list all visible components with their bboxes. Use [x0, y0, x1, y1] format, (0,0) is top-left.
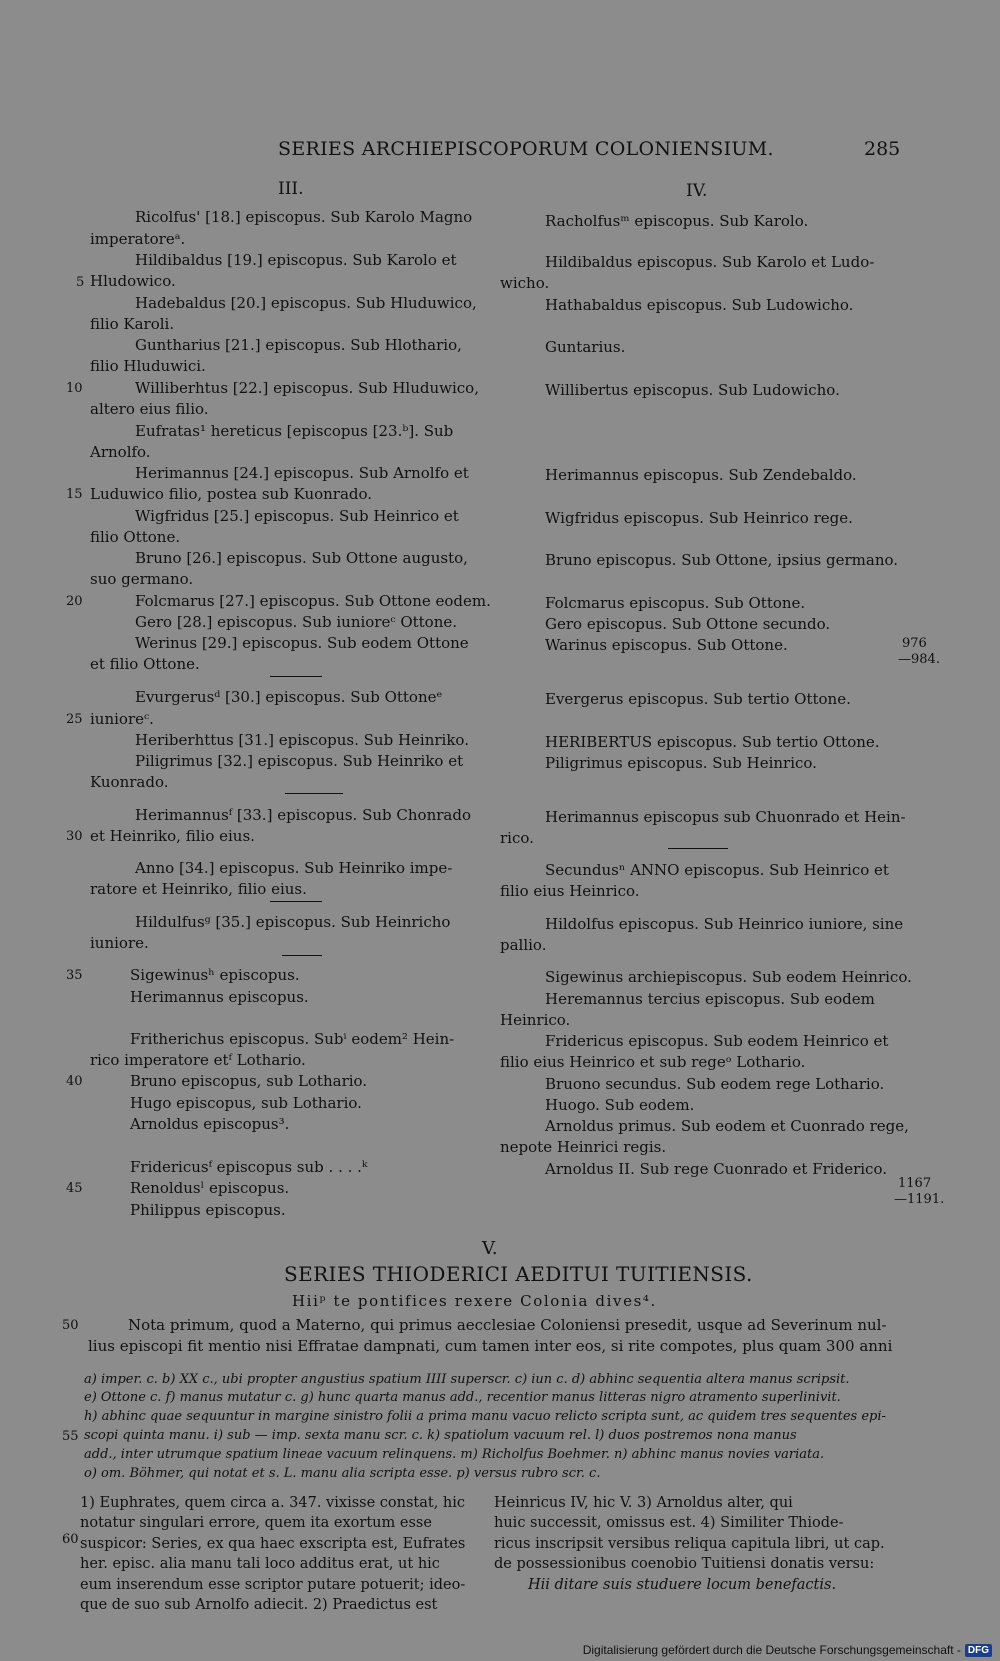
footnote-line: huic successit, omissus est. 4) Similiter Thiode- [494, 1515, 844, 1531]
dfg-logo: DFG [965, 1644, 992, 1657]
apparatus-line: o) om. Böhmer, qui notat et s. L. manu alia scripta esse. p) versus rubro scr. c. [84, 1466, 601, 1481]
separator-rule [285, 793, 343, 794]
footnote-line: de possessionibus coenobio Tuitiensi donatis versu: [494, 1556, 875, 1572]
left-line: imperatoreᵃ. [90, 230, 186, 248]
left-line: et Heinriko, filio eius. [90, 827, 255, 845]
right-line: rico. [500, 829, 534, 847]
line-number: 30 [66, 829, 83, 844]
left-line: Luduwico filio, postea sub Kuonrado. [90, 485, 373, 503]
right-line: Heremannus tercius episcopus. Sub eodem [545, 990, 875, 1008]
left-line: Williberhtus [22.] episcopus. Sub Hluduwico, [135, 379, 479, 397]
line-number: 45 [66, 1181, 83, 1196]
left-line: filio Hluduwici. [90, 357, 206, 375]
apparatus-line: a) imper. c. b) XX c., ubi propter angustius spatium IIII superscr. c) iun c. d) abhinc sequentia altera manus scripsit. [84, 1372, 850, 1387]
left-line: suo germano. [90, 570, 194, 588]
left-line: Wigfridus [25.] episcopus. Sub Heinrico et [135, 507, 459, 525]
right-line: Racholfusᵐ episcopus. Sub Karolo. [545, 212, 809, 230]
line-number: 5 [76, 275, 85, 290]
left-line: iuniore. [90, 934, 149, 952]
right-line: filio eius Heinrico et sub regeᵒ Lothario. [500, 1053, 806, 1071]
right-line: wicho. [500, 274, 550, 292]
left-line: Renoldusˡ episcopus. [130, 1179, 290, 1197]
left-line: Ricolfus' [18.] episcopus. Sub Karolo Magno [135, 208, 473, 226]
footer-credit [583, 1643, 992, 1657]
left-line: et filio Ottone. [90, 655, 200, 673]
left-line: Werinus [29.] episcopus. Sub eodem Ottone [135, 634, 469, 652]
left-line: rico imperatore etᶠ Lothario. [90, 1051, 306, 1069]
line-number: 60 [62, 1532, 79, 1547]
margin-date-end: —1191. [894, 1192, 945, 1207]
left-line: Bruno episcopus, sub Lothario. [130, 1072, 368, 1090]
left-line: Herimannusᶠ [33.] episcopus. Sub Chonrado [135, 806, 471, 824]
left-line: iunioreᶜ. [90, 710, 154, 728]
left-line: filio Ottone. [90, 528, 181, 546]
margin-date-end: —984. [898, 652, 940, 667]
right-line: Bruono secundus. Sub eodem rege Lothario. [545, 1075, 885, 1093]
footnote-line: eum inserendum esse scriptor putare potuerit; ideo- [80, 1577, 466, 1593]
left-line: Hadebaldus [20.] episcopus. Sub Hluduwico, [135, 294, 477, 312]
left-line: Folcmarus [27.] episcopus. Sub Ottone eodem. [135, 592, 491, 610]
left-line: Hugo episcopus, sub Lothario. [130, 1094, 362, 1112]
right-line: Heinrico. [500, 1011, 571, 1029]
right-line: Warinus episcopus. Sub Ottone. [545, 636, 788, 654]
footnote-line: 1) Euphrates, quem circa a. 347. vixisse constat, hic [80, 1495, 466, 1511]
apparatus-line: scopi quinta manu. i) sub — imp. sexta manu scr. c. k) spatiolum vacuum rel. l) duos postremos nona manus [84, 1428, 797, 1443]
right-line: Herimannus episcopus. Sub Zendebaldo. [545, 466, 857, 484]
right-line: Guntarius. [545, 338, 626, 356]
left-line: Arnolfo. [90, 443, 151, 461]
left-line: Evurgerusᵈ [30.] episcopus. Sub Ottoneᵉ [135, 688, 443, 706]
section-verse: Hiiᵖ te pontifices rexere Colonia dives⁴. [292, 1292, 657, 1310]
line-number: 35 [66, 968, 83, 983]
line-number: 50 [62, 1318, 79, 1333]
section-paragraph-line: Nota primum, quod a Materno, qui primus aecclesiae Coloniensi presedit, usque ad Severinum nul- [128, 1316, 887, 1334]
right-line: Gero episcopus. Sub Ottone secundo. [545, 615, 831, 633]
right-line: filio eius Heinrico. [500, 882, 640, 900]
apparatus-line: e) Ottone c. f) manus mutatur c. g) hunc quarta manus add., recentior manus litteras nigro atramento superlinivit. [84, 1390, 841, 1405]
right-line: Fridericus episcopus. Sub eodem Heinrico et [545, 1032, 889, 1050]
left-line: Heriberhttus [31.] episcopus. Sub Heinriko. [135, 731, 469, 749]
right-line: Evergerus episcopus. Sub tertio Ottone. [545, 690, 851, 708]
right-line: Huogo. Sub eodem. [545, 1096, 695, 1114]
left-line: Hildulfusᵍ [35.] episcopus. Sub Heinricho [135, 913, 451, 931]
line-number: 40 [66, 1074, 83, 1089]
right-line: nepote Heinrici regis. [500, 1138, 667, 1156]
section-paragraph-line: lius episcopi fit mentio nisi Effratae dampnati, cum tamen inter eos, si rite compotes, plus quam 300 anni [88, 1337, 893, 1355]
footnote-line: her. episc. alia manu tali loco additus erat, ut hic [80, 1556, 440, 1572]
left-line: Anno [34.] episcopus. Sub Heinriko impe- [135, 859, 453, 877]
separator-rule [270, 901, 322, 902]
left-line: Hildibaldus [19.] episcopus. Sub Karolo et [135, 251, 457, 269]
footnote-line: Heinricus IV, hic V. 3) Arnoldus alter, qui [494, 1495, 793, 1511]
left-line: Herimannus [24.] episcopus. Sub Arnolfo et [135, 464, 469, 482]
right-line: Hildolfus episcopus. Sub Heinrico iuniore, sine [545, 915, 904, 933]
left-line: altero eius filio. [90, 400, 209, 418]
right-line: Arnoldus primus. Sub eodem et Cuonrado rege, [545, 1117, 909, 1135]
running-header: SERIES ARCHIEPISCOPORUM COLONIENSIUM. [278, 138, 774, 160]
column-heading-left: III. [278, 179, 304, 199]
left-line: Herimannus episcopus. [130, 988, 309, 1006]
left-line: Guntharius [21.] episcopus. Sub Hlothario, [135, 336, 462, 354]
right-line: Hathabaldus episcopus. Sub Ludowicho. [545, 296, 854, 314]
left-line: Piligrimus [32.] episcopus. Sub Heinriko et [135, 752, 464, 770]
footnote-line: Hii ditare suis studuere locum benefactis. [528, 1577, 837, 1593]
margin-date-start: 976 [902, 636, 927, 651]
left-line: Arnoldus episcopus³. [130, 1115, 290, 1133]
line-number: 55 [62, 1429, 79, 1444]
right-line: Willibertus episcopus. Sub Ludowicho. [545, 381, 840, 399]
right-line: Bruno episcopus. Sub Ottone, ipsius germano. [545, 551, 899, 569]
footnote-line: que de suo sub Arnolfo adiecit. 2) Praedictus est [80, 1597, 438, 1613]
section-title: SERIES THIODERICI AEDITUI TUITIENSIS. [284, 1262, 753, 1286]
left-line: Philippus episcopus. [130, 1201, 286, 1219]
right-line: HERIBERTUS episcopus. Sub tertio Ottone. [545, 733, 880, 751]
footnote-line: ricus inscripsit versibus reliqua capitula libri, ut cap. [494, 1536, 885, 1552]
right-line: pallio. [500, 936, 547, 954]
right-line: Herimannus episcopus sub Chuonrado et Hein- [545, 808, 906, 826]
separator-rule [282, 955, 322, 956]
left-line: Hludowico. [90, 272, 176, 290]
left-line: ratore et Heinriko, filio eius. [90, 880, 307, 898]
section-numeral: V. [482, 1238, 498, 1259]
right-line: Hildibaldus episcopus. Sub Karolo et Ludo- [545, 253, 875, 271]
footnote-line: suspicor: Series, ex qua haec exscripta est, Eufrates [80, 1536, 466, 1552]
column-heading-right: IV. [686, 181, 708, 201]
left-line: Fritherichus episcopus. Subⁱ eodem² Hein- [130, 1030, 455, 1048]
apparatus-line: h) abhinc quae sequuntur in margine sinistro folii a prima manu vacuo relicto scripta sunt, ac quidem tres sequentes epi- [84, 1409, 886, 1424]
line-number: 10 [66, 381, 83, 396]
left-line: Eufratas¹ hereticus [episcopus [23.ᵇ]. Sub [135, 422, 454, 440]
line-number: 15 [66, 487, 83, 502]
separator-rule [668, 848, 728, 849]
left-line: Sigewinusʰ episcopus. [130, 966, 300, 984]
separator-rule [270, 676, 322, 677]
footnote-line: notatur singulari errore, quem ita exortum esse [80, 1515, 432, 1531]
page-number: 285 [864, 138, 901, 160]
left-line: filio Karoli. [90, 315, 175, 333]
right-line: Wigfridus episcopus. Sub Heinrico rege. [545, 509, 853, 527]
right-line: Secundusⁿ ANNO episcopus. Sub Heinrico et [545, 861, 889, 879]
left-line: Bruno [26.] episcopus. Sub Ottone augusto, [135, 549, 468, 567]
left-line: Fridericusᶠ episcopus sub . . . .ᵏ [130, 1158, 368, 1176]
apparatus-line: add., inter utrumque spatium lineae vacuum relinquens. m) Richolfus Boehmer. n) abhinc manus novies variata. [84, 1447, 825, 1462]
footer-text: Digitalisierung gefördert durch die Deutsche Forschungsgemeinschaft - [582, 1643, 961, 1657]
margin-date-start: 1167 [898, 1176, 932, 1191]
right-line: Piligrimus episcopus. Sub Heinrico. [545, 754, 817, 772]
right-line: Folcmarus episcopus. Sub Ottone. [545, 594, 806, 612]
right-line: Arnoldus II. Sub rege Cuonrado et Friderico. [545, 1160, 887, 1178]
line-number: 25 [66, 712, 83, 727]
left-line: Gero [28.] episcopus. Sub iunioreᶜ Ottone. [135, 613, 458, 631]
left-line: Kuonrado. [90, 773, 169, 791]
line-number: 20 [66, 594, 83, 609]
right-line: Sigewinus archiepiscopus. Sub eodem Heinrico. [545, 968, 912, 986]
